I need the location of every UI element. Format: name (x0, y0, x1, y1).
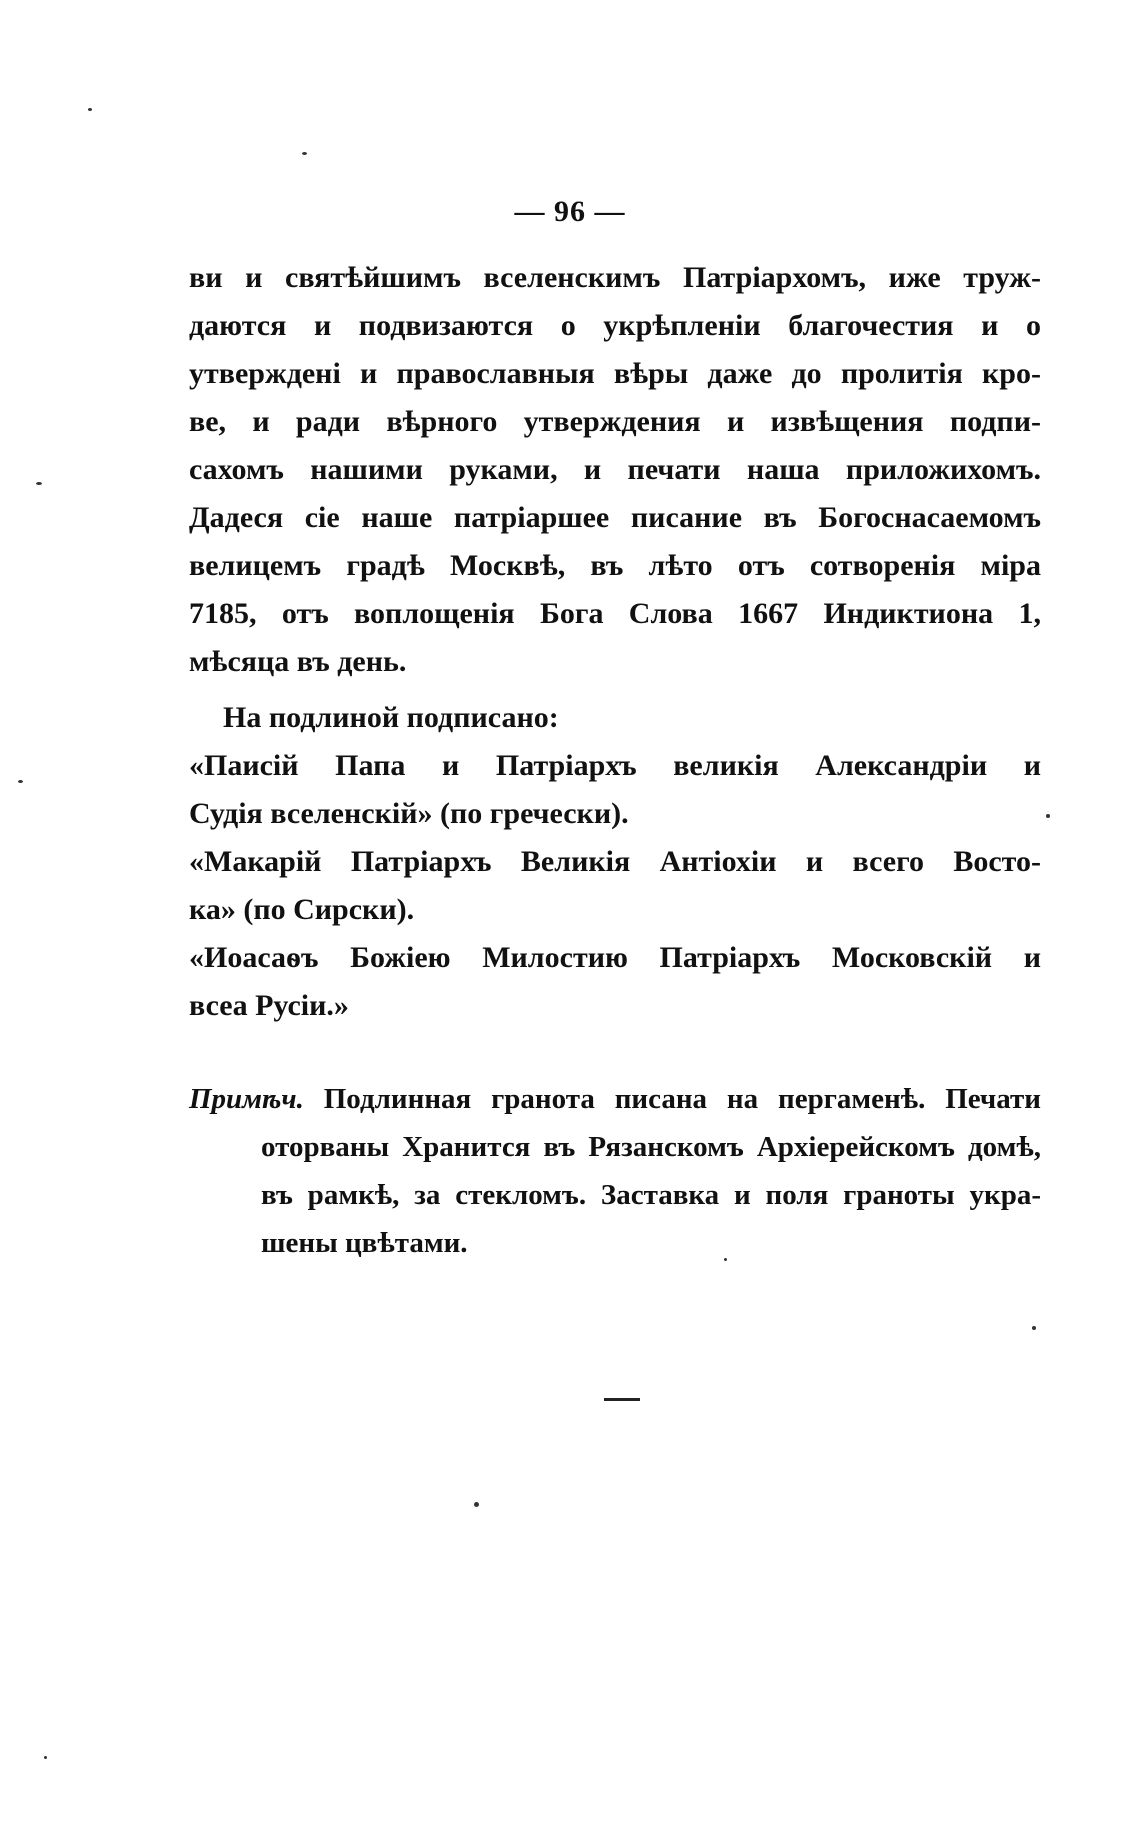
text-line: ве, и ради вѣрного утверждения и извѣщения подпи- (189, 405, 1041, 438)
signatures-section (189, 694, 1041, 1030)
scan-speck (724, 1258, 727, 1261)
signatures-intro: На подлиной подписано: (223, 701, 559, 734)
text-line: Дадеся сіе наше патріаршее писание въ Богоснасаемомъ (189, 501, 1041, 534)
signature-joasaph: «Иоасаѳъ Божіею Милостию Патріархъ Московскій и (189, 941, 1041, 974)
footnote-line: шены цвѣтами. (261, 1227, 468, 1259)
scan-speck (1032, 1326, 1036, 1330)
footnote (189, 1075, 1041, 1267)
signature-macarius: «Макарій Патріархъ Великія Антіохіи и всего Восто- (189, 845, 1041, 878)
footnote-label: Примѣч. (189, 1083, 304, 1115)
scan-speck (44, 1756, 47, 1759)
footnote-first-line (189, 1075, 1041, 1123)
end-rule (604, 1398, 640, 1401)
signature-joasaph-cont: всеа Русіи.» (189, 989, 349, 1022)
signature-paisius-cont: Судія вселенскій» (по гречески). (189, 797, 629, 830)
scan-speck (18, 780, 23, 783)
text-line: ви и святѣйшимъ вселенскимъ Патріархомъ, иже труж- (189, 261, 1041, 294)
scan-speck (302, 152, 307, 155)
scan-speck (36, 482, 42, 485)
text-line: велицемъ градѣ Москвѣ, въ лѣто отъ сотворенія міра (189, 549, 1041, 582)
scan-speck (474, 1502, 479, 1507)
signature-macarius-cont: ка» (по Сирски). (189, 893, 415, 926)
signature-paisius: «Паисій Папа и Патріархъ великія Александріи и (189, 749, 1041, 782)
main-paragraph (189, 254, 1041, 686)
scan-speck (88, 108, 92, 111)
footnote-line: оторваны Хранится въ Рязанскомъ Архіерейскомъ домѣ, (261, 1131, 1041, 1163)
text-line: мѣсяца въ день. (189, 645, 407, 678)
text-line: утверждені и православныя вѣры даже до пролитія кро- (189, 357, 1041, 390)
text-line: даются и подвизаются о укрѣпленіи благочестия и о (189, 309, 1041, 342)
text-line: сахомъ нашими руками, и печати наша приложихомъ. (189, 453, 1041, 486)
page-number: — 96 — (514, 195, 626, 228)
footnote-first-text: Подлинная гранота писана на пергаменѣ. Печати (323, 1083, 1041, 1115)
footnote-line: въ рамкѣ, за стекломъ. Заставка и поля граноты укра- (261, 1179, 1041, 1211)
text-line: 7185, отъ воплощенія Бога Слова 1667 Индиктиона 1, (189, 597, 1041, 630)
scan-speck (1046, 814, 1050, 818)
